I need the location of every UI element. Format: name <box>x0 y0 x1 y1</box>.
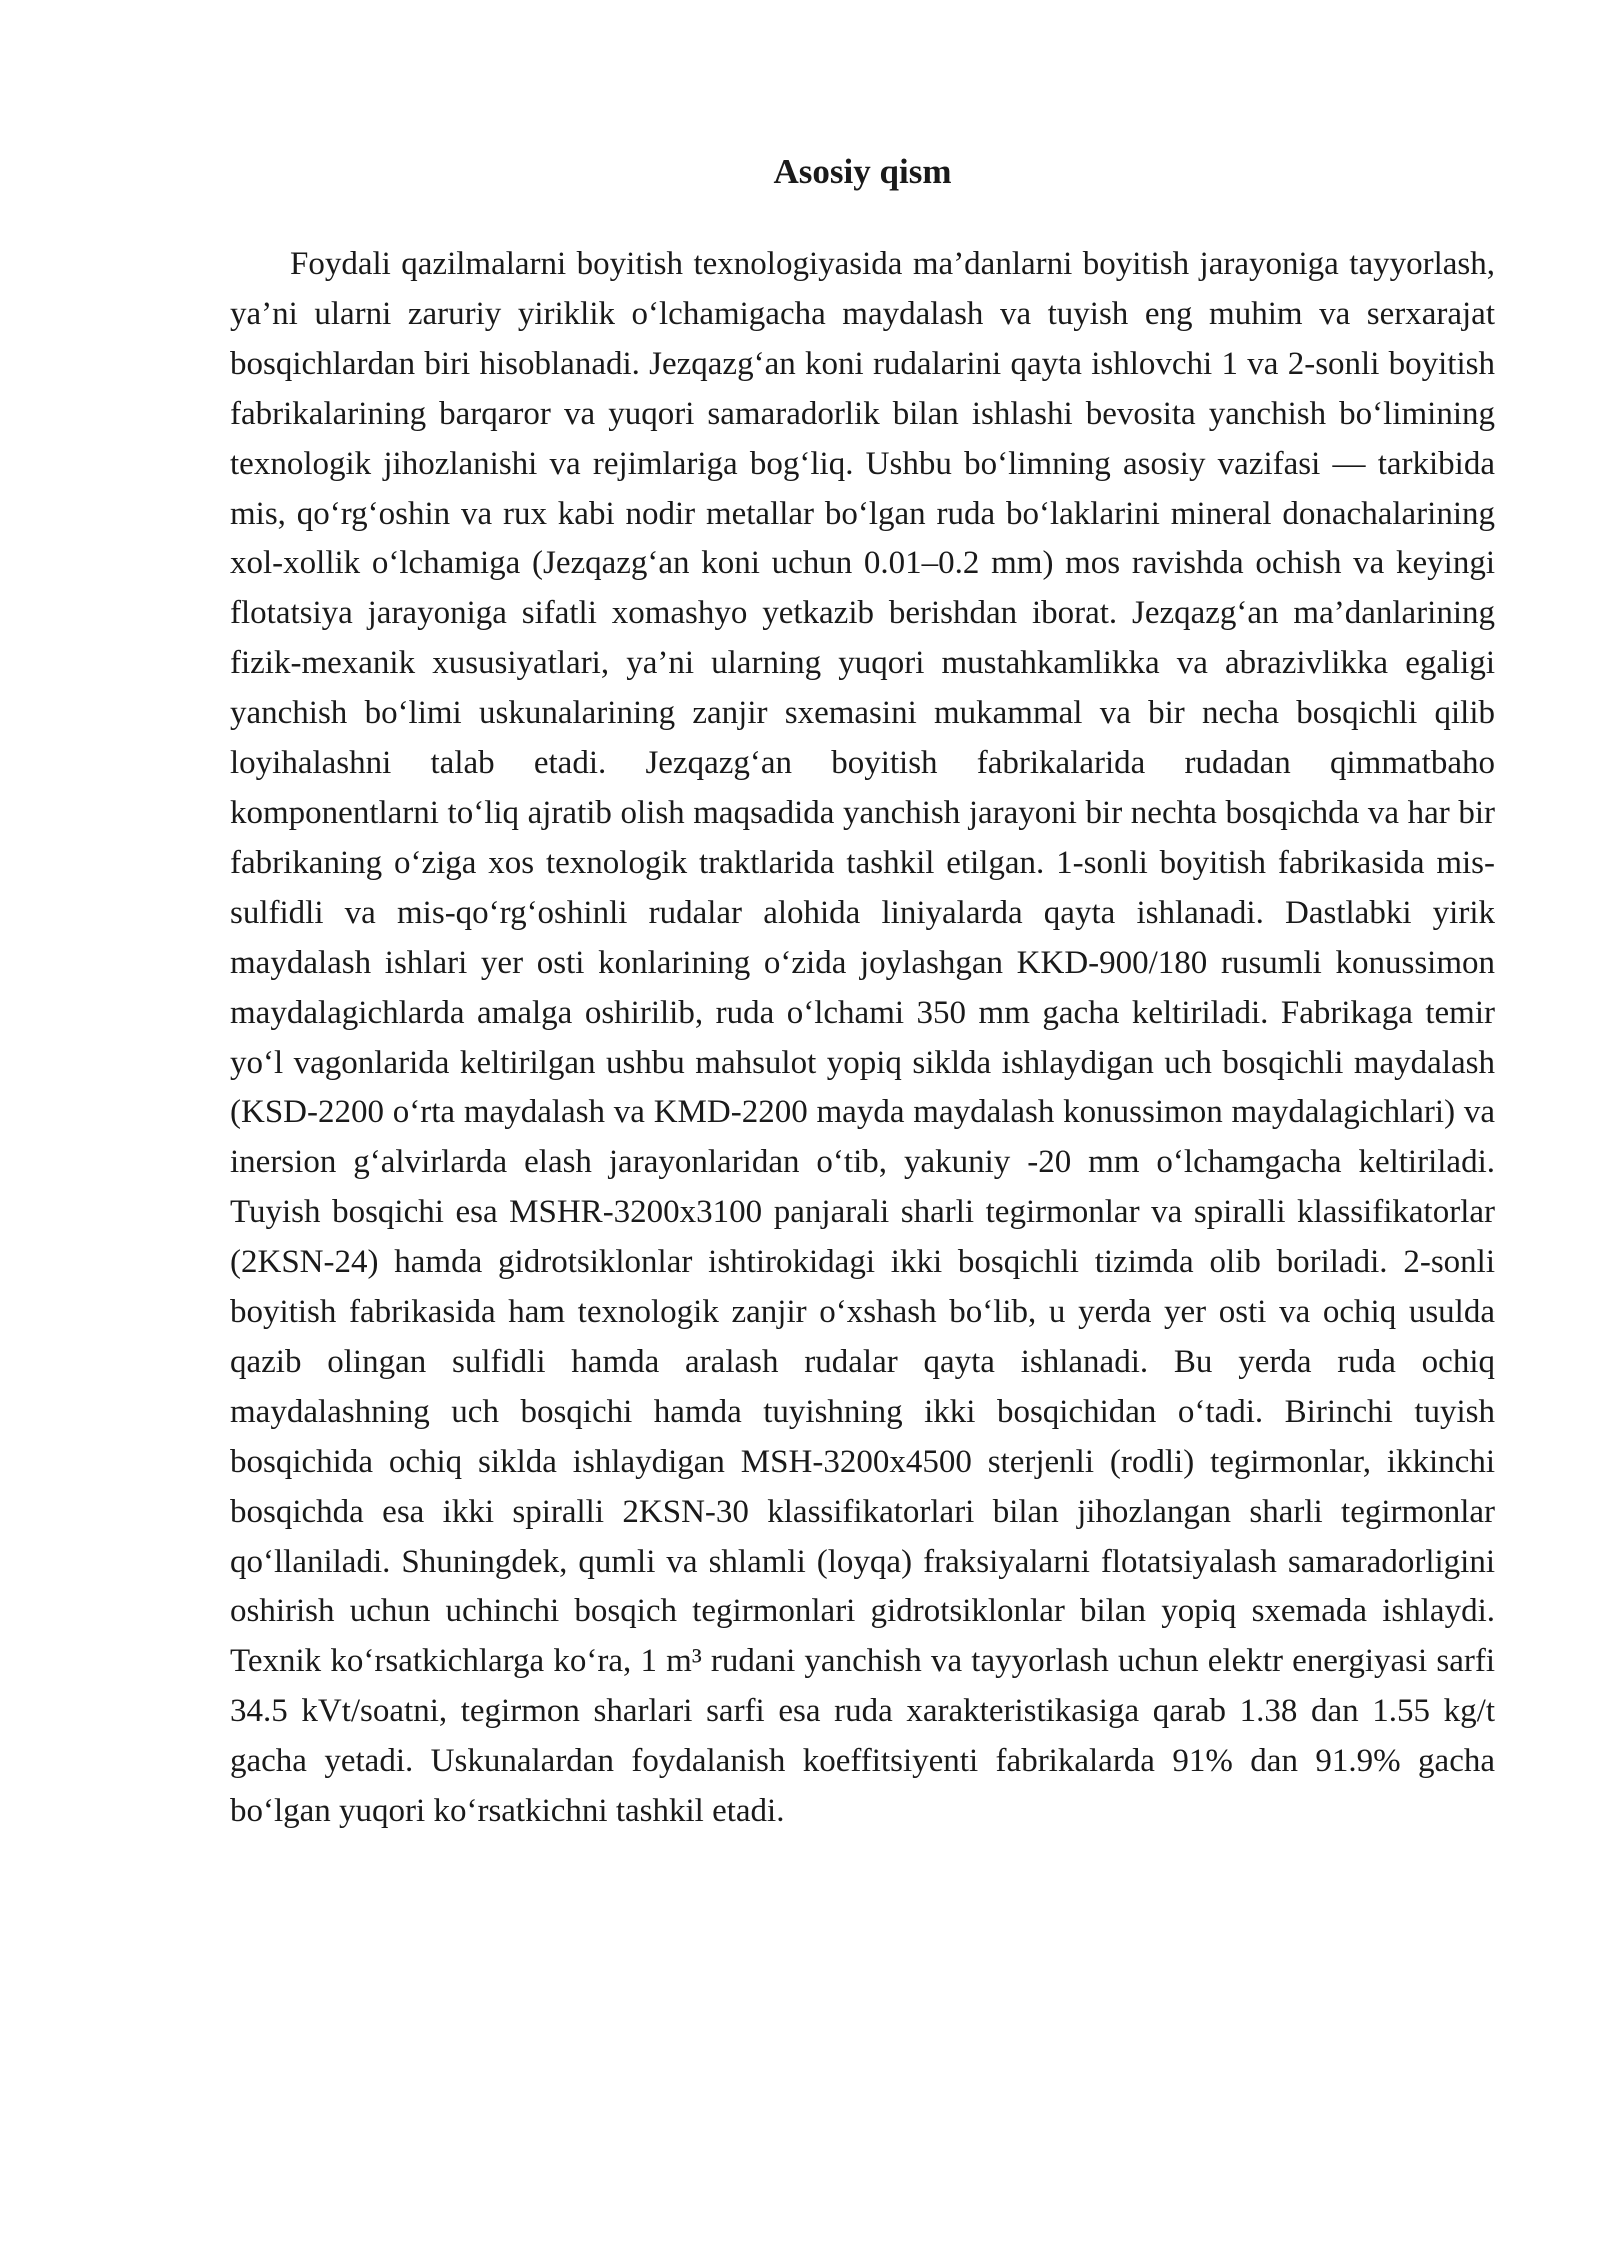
body-paragraph: Foydali qazilmalarni boyitish texnologiyasida ma’danlarni boyitish jarayoniga tayyorlash, ya’ni ularni zaruriy yiriklik o‘lchamigacha maydalash va tuyish eng muhim va serxarajat bosqichlardan biri hisoblanadi. Jezqazg‘an koni rudalarini qayta ishlovchi 1 va 2-sonli boyitish fabrikalarining barqaror va yuqori samaradorlik bilan ishlashi bevosita yanchish bo‘limining texnologik jihozlanishi va rejimlariga bog‘liq. Ushbu bo‘limning asosiy vazifasi — tarkibida mis, qo‘rg‘oshin va rux kabi nodir metallar bo‘lgan ruda bo‘laklarini mineral donachalarining xol-xollik o‘lchamiga (Jezqazg‘an koni uchun 0.01–0.2 mm) mos ravishda ochish va keyingi flotatsiya jarayoniga sifatli xomashyo yetkazib berishdan iborat. Jezqazg‘an ma’danlarining fizik-mexanik xususiyatlari, ya’ni ularning yuqori mustahkamlikka va abrazivlikka egaligi yanchish bo‘limi uskunalarining zanjir sxemasini mukammal va bir necha bosqichli qilib loyihalashni talab etadi. Jezqazg‘an boyitish fabrikalarida rudadan qimmatbaho komponentlarni to‘liq ajratib olish maqsadida yanchish jarayoni bir nechta bosqichda va har bir fabrikaning o‘ziga xos texnologik traktlarida tashkil etilgan. 1-sonli boyitish fabrikasida mis-sulfidli va mis-qo‘rg‘oshinli rudalar alohida liniyalarda qayta ishlanadi. Dastlabki yirik maydalash ishlari yer osti konlarining o‘zida joylashgan KKD-900/180 rusumli konussimon maydalagichlarda amalga oshirilib, ruda o‘lchami 350 mm gacha keltiriladi. Fabrikaga temir yo‘l vagonlarida keltirilgan ushbu mahsulot yopiq siklda ishlaydigan uch bosqichli maydalash (KSD-2200 o‘rta maydalash va KMD-2200 mayda maydalash konussimon maydalagichlari) va inersion g‘alvirlarda elash jarayonlaridan o‘tib, yakuniy -20 mm o‘lchamgacha keltiriladi. Tuyish bosqichi esa MSHR-3200x3100 panjarali sharli tegirmonlar va spiralli klassifikatorlar (2KSN-24) hamda gidrotsiklonlar ishtirokidagi ikki bosqichli tizimda olib boriladi. 2-sonli boyitish fabrikasida ham texnologik zanjir o‘xshash bo‘lib, u yerda yer osti va ochiq usulda qazib olingan sulfidli hamda aralash rudalar qayta ishlanadi. Bu yerda ruda ochiq maydalashning uch bosqichi hamda tuyishning ikki bosqichidan o‘tadi. Birinchi tuyish bosqichida ochiq siklda ishlaydigan MSH-3200x4500 sterjenli (rodli) tegirmonlar, ikkinchi bosqichda esa ikki spiralli 2KSN-30 klassifikatorlari bilan jihozlangan sharli tegirmonlar qo‘llaniladi. Shuningdek, qumli va shlamli (loyqa) fraksiyalarni flotatsiyalash samaradorligini oshirish uchun uchinchi bosqich tegirmonlari gidrotsiklonlar bilan yopiq sxemada ishlaydi. Texnik ko‘rsatkichlarga ko‘ra, 1 m³ rudani yanchish va tayyorlash uchun elektr energiyasi sarfi 34.5 kVt/soatni, tegirmon sharlari sarfi esa ruda xarakteristikasiga qarab 1.38 dan 1.55 kg/t gacha yetadi. Uskunalardan foydalanish koeffitsiyenti fabrikalarda 91% dan 91.9% gacha bo‘lgan yuqori ko‘rsatkichni tashkil etadi. <box>230 246 1495 1830</box>
section-heading: Asosiy qism <box>773 152 952 191</box>
